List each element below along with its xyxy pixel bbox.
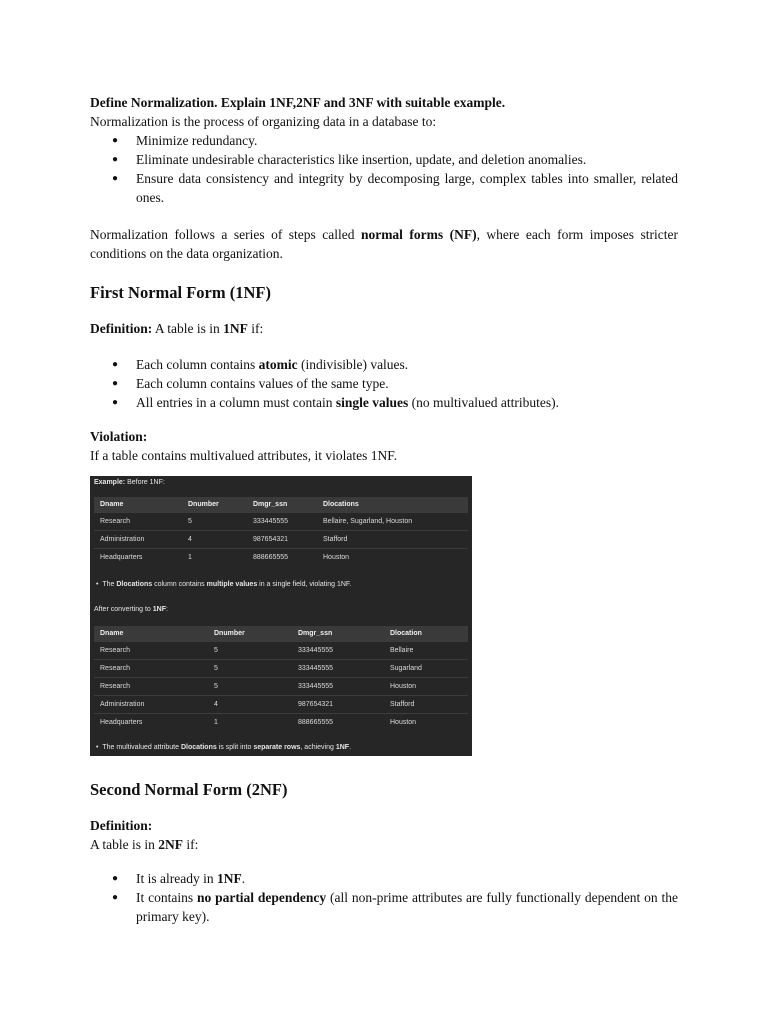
table-header-row [94, 626, 468, 642]
cell: 333445555 [292, 660, 384, 678]
example-screenshot [90, 476, 472, 756]
table-row [94, 531, 468, 549]
table-row [94, 642, 468, 660]
cell: Sugarland [384, 660, 468, 678]
list-item: ● It is already in 1NF. [112, 869, 678, 888]
def-bold: 1NF [223, 321, 248, 336]
document-page [90, 93, 678, 465]
first-nf-definition [90, 319, 678, 338]
nf-para-bold: normal forms (NF) [360, 227, 477, 242]
question-heading: Define Normalization. Explain 1NF,2NF and 3NF with suitable example. [90, 95, 506, 110]
second-nf-heading: Second Normal Form (2NF) [90, 780, 288, 799]
table-row [94, 549, 468, 567]
cell: Houston [384, 714, 468, 732]
cell: Bellaire, Sugarland, Houston [317, 513, 468, 531]
list-item: ● Ensure data consistency and integrity by decomposing large, complex tables into smaller, related ones. [112, 169, 678, 207]
cell: 987654321 [292, 696, 384, 714]
list-item: ● Minimize redundancy. [112, 131, 678, 150]
list-item: ● All entries in a column must contain single values (no multivalued attributes). [112, 393, 678, 412]
cell: 5 [208, 642, 292, 660]
violation-label: Violation: [90, 429, 148, 444]
cell: 333445555 [247, 513, 317, 531]
def-text: A table is in [152, 321, 224, 336]
nf-para-text-end: , where each form imposes stricter conditions on the data organization. [90, 227, 678, 261]
second-nf-def-label: Definition: [90, 818, 153, 833]
column-header: Dname [94, 626, 208, 642]
cell: Houston [384, 678, 468, 696]
first-nf-heading: First Normal Form (1NF) [90, 283, 271, 302]
cell: Houston [317, 549, 468, 567]
list-item: ● Each column contains atomic (indivisible) values. [112, 355, 678, 374]
after-caption: After converting to 1NF: [94, 606, 168, 613]
cell: Headquarters [94, 549, 182, 567]
cell: 4 [182, 531, 247, 549]
cell: Administration [94, 696, 208, 714]
column-header: Dnumber [182, 497, 247, 513]
list-item: ● Each column contains values of the same type. [112, 374, 678, 393]
column-header: Dnumber [208, 626, 292, 642]
before-1nf-table [94, 497, 468, 566]
cell: 333445555 [292, 678, 384, 696]
table-row [94, 660, 468, 678]
nf-paragraph [90, 225, 678, 263]
def-label: Definition: [90, 321, 153, 336]
cell: Research [94, 513, 182, 531]
cell: Bellaire [384, 642, 468, 660]
cell: 5 [208, 678, 292, 696]
cell: 1 [182, 549, 247, 567]
violation-text: If a table contains multivalued attributes, it violates 1NF. [90, 448, 398, 463]
note-achieved: • The multivalued attribute Dlocations is split into separate rows, achieving 1NF. [96, 744, 352, 751]
list-item: ● It contains no partial dependency (all non-prime attributes are fully functionally dependent on the primary key). [112, 888, 678, 926]
cell: 987654321 [247, 531, 317, 549]
column-header: Dmgr_ssn [247, 497, 317, 513]
column-header: Dlocation [384, 626, 468, 642]
list-item: ● Eliminate undesirable characteristics like insertion, update, and deletion anomalies. [112, 150, 678, 169]
cell: 333445555 [292, 642, 384, 660]
table-row [94, 714, 468, 732]
cell: 5 [182, 513, 247, 531]
cell: 888665555 [247, 549, 317, 567]
cell: Headquarters [94, 714, 208, 732]
column-header: Dlocations [317, 497, 468, 513]
second-nf-definition: A table is in 2NF if: [90, 837, 199, 852]
cell: Stafford [317, 531, 468, 549]
def-text-end: if: [247, 321, 264, 336]
cell: 1 [208, 714, 292, 732]
column-header: Dname [94, 497, 182, 513]
table-row [94, 513, 468, 531]
cell: 888665555 [292, 714, 384, 732]
cell: Administration [94, 531, 182, 549]
column-header: Dmgr_ssn [292, 626, 384, 642]
cell: Research [94, 678, 208, 696]
table-row [94, 696, 468, 714]
example-caption: Example: Before 1NF: [94, 479, 165, 486]
cell: Stafford [384, 696, 468, 714]
second-nf-section [90, 780, 678, 926]
first-nf-list [90, 355, 678, 412]
note-violation: • The Dlocations column contains multiple values in a single field, violating 1NF. [96, 581, 352, 588]
cell: 5 [208, 660, 292, 678]
table-header-row [94, 497, 468, 513]
after-1nf-table [94, 626, 468, 731]
nf-para-text: Normalization follows a series of steps called [90, 227, 361, 242]
intro-list [90, 131, 678, 207]
cell: Research [94, 642, 208, 660]
cell: Research [94, 660, 208, 678]
cell: 4 [208, 696, 292, 714]
table-row [94, 678, 468, 696]
intro-text: Normalization is the process of organizing data in a database to: [90, 114, 437, 129]
second-nf-list [90, 869, 678, 926]
